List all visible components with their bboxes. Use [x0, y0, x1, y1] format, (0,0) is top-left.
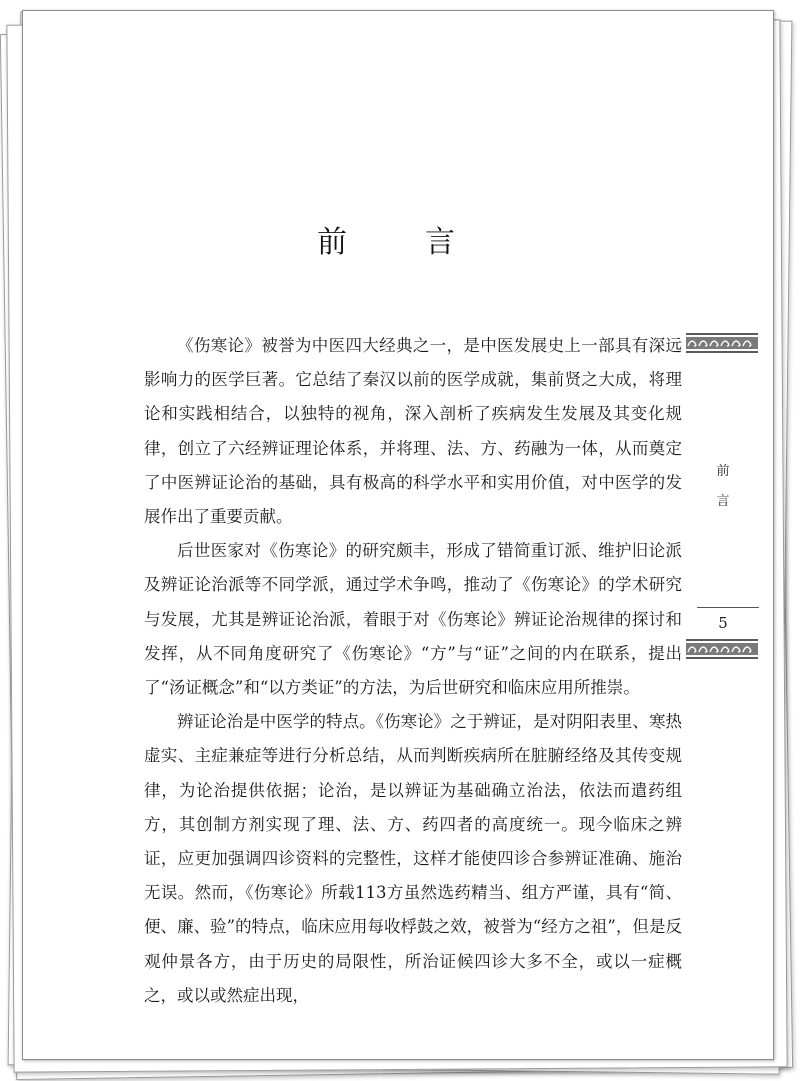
side-header-char: 言	[716, 494, 730, 509]
cloud-pattern-band-bottom-icon	[686, 639, 758, 659]
side-header-char: 前	[716, 464, 730, 479]
paragraph: 辨证论治是中医学的特点。《伤寒论》之于辨证，是对阴阳表里、寒热虚实、主症兼症等进行分析总结，从而判断疾病所在脏腑经络及其传变规律，为论治提供依据；论治，是以辨证为基础确立治法，依法而遣药组方，其创制方剂实现了理、法、方、药四者的高度统一。现今临床之辨证，应更加强调四诊资料的完整性，这样才能使四诊合参辨证准确、施治无误。然而，《伤寒论》所载113方虽然选药精当、组方严谨，具有“简、便、廉、验”的特点，临床应用每收桴鼓之效，被誉为“经方之祖”，但是反观仲景各方，由于历史的局限性，所治证候四诊大多不全，或以一症概之，或以或然症出现，	[144, 712, 682, 1005]
paragraph: 后世医家对《伤寒论》的研究颇丰，形成了错简重订派、维护旧论派及辨证论治派等不同学派，通过学术争鸣，推动了《伤寒论》的学术研究与发展，尤其是辨证论治派，着眼于对《伤寒论》辨证论治规律的探讨和发挥，从不同角度研究了《伤寒论》“方”与“证”之间的内在联系，提出了“汤证概念”和“以方类证”的方法，为后世研究和临床应用所推崇。	[144, 541, 682, 698]
book-page	[22, 10, 774, 1060]
paragraph: 《伤寒论》被誉为中医四大经典之一，是中医发展史上一部具有深远影响力的医学巨著。它总结了秦汉以前的医学成就，集前贤之大成，将理论和实践相结合，以独特的视角，深入剖析了疾病发生发展及其变化规律，创立了六经辨证理论体系，并将理、法、方、药融为一体，从而奠定了中医辨证论治的基础，具有极高的科学水平和实用价值，对中医学的发展作出了重要贡献。	[144, 336, 682, 527]
page-number: 5	[718, 614, 728, 632]
body-text	[144, 329, 682, 1013]
side-header	[683, 333, 763, 663]
side-header-title	[683, 457, 763, 517]
cloud-pattern-band-top-icon	[686, 333, 758, 353]
page-title: 前 言	[317, 225, 479, 260]
divider	[697, 607, 759, 608]
